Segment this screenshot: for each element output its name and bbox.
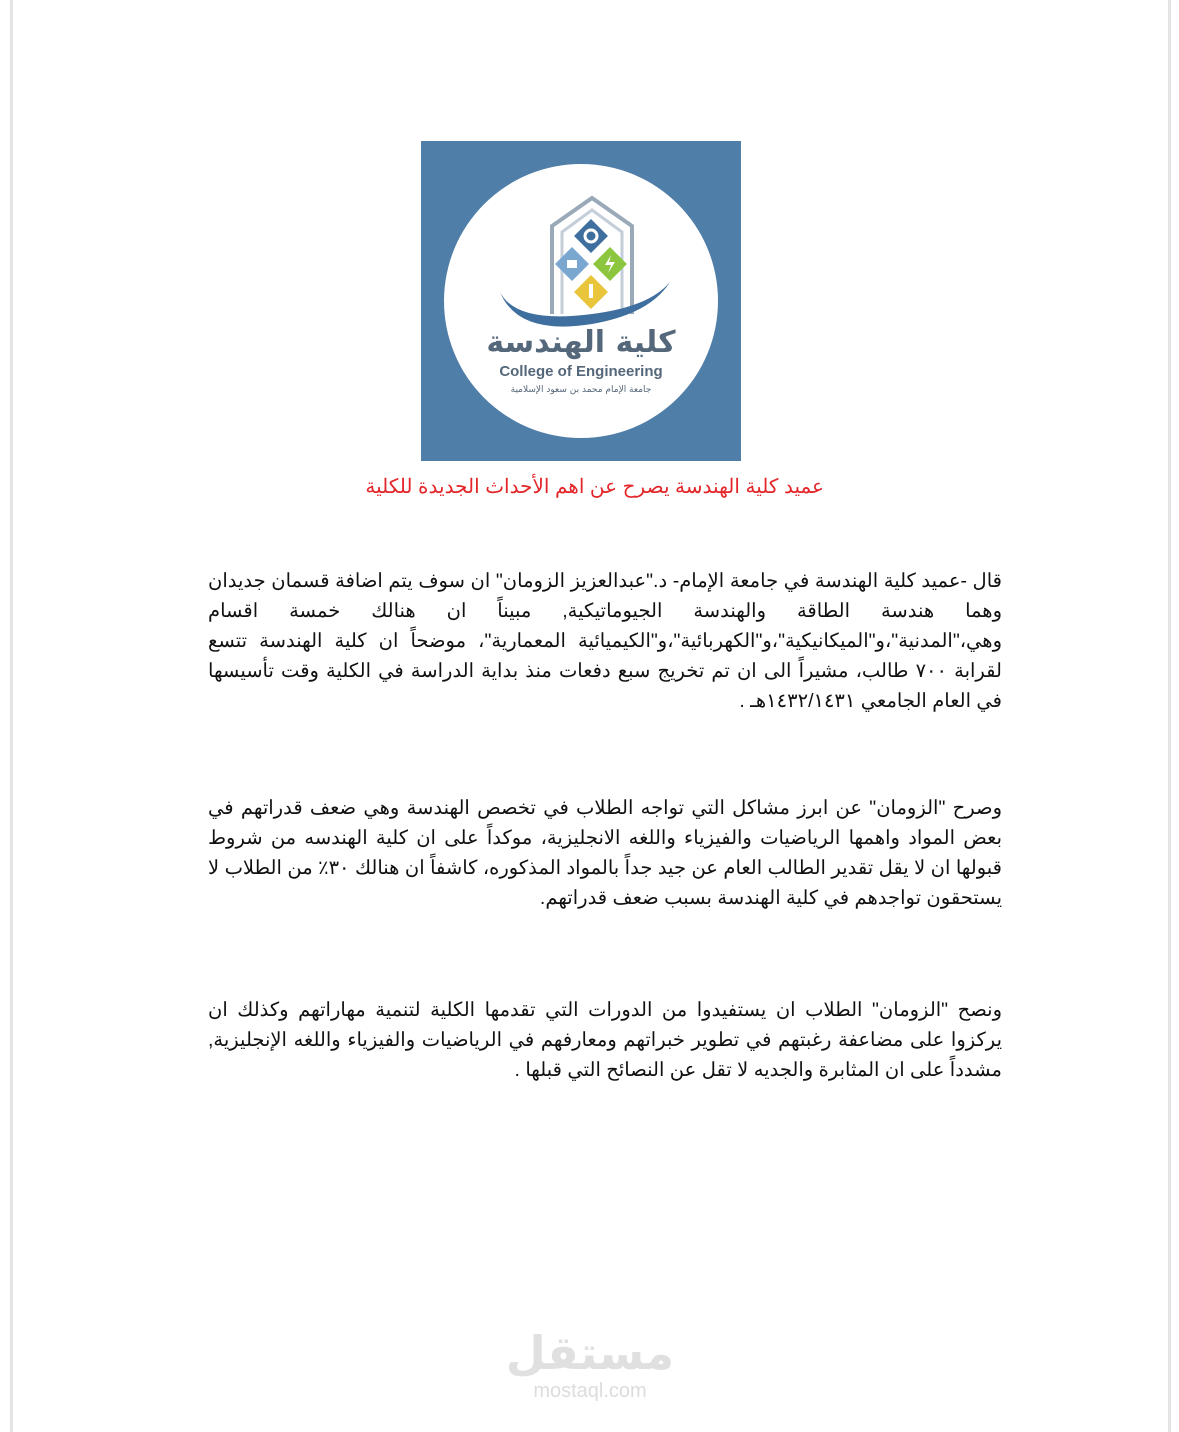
paragraph-3: ونصح "الزومان" الطلاب ان يستفيدوا من الدورات التي تقدمها الكلية لتنمية مهاراتهم وكذلك ان يركزوا على مضاعفة رغبتهم في تطوير خبراتهم ومعارفهم في الرياضيات والفيزياء واللغه الإنجليزية, مشدداً على ان المثابرة والجديه لا تقل عن النصائح التي قبلها . bbox=[208, 999, 1002, 1081]
watermark-latin: mostaql.com bbox=[533, 1380, 647, 1402]
page-border-right bbox=[1168, 0, 1171, 1432]
gear-tile-icon bbox=[574, 219, 608, 253]
watermark-arabic: مستقل bbox=[505, 1326, 675, 1380]
logo-emblem bbox=[444, 164, 718, 438]
college-logo bbox=[421, 141, 741, 461]
tower-icon bbox=[589, 284, 593, 298]
page-border-left bbox=[10, 0, 13, 1432]
article-headline: عميد كلية الهندسة يصرح عن اهم الأحداث الجديدة للكلية bbox=[365, 476, 824, 498]
paragraph-2: وصرح "الزومان" عن ابرز مشاكل التي تواجه الطلاب في تخصص الهندسة وهي ضعف قدراتهم في بعض المواد واهمها الرياضيات والفيزياء واللغه الانجليزية، موكداً على ان كلية الهندسه من شروط قبولها ان لا يقل تقدير الطالب العام عن جيد جداً بالمواد المذكوره، كاشفاً ان هنالك ٣٠٪ من الطلاب لا يستحقون تواجدهم في كلية الهندسة بسبب ضعف قدراتهم. bbox=[208, 797, 1002, 909]
logo-circle bbox=[444, 164, 718, 438]
logo-university-name: جامعة الإمام محمد بن سعود الإسلامية bbox=[510, 385, 652, 395]
logo-english-name: College of Engineering bbox=[499, 363, 663, 380]
lamp-icon bbox=[567, 260, 577, 268]
paragraph-1: قال -عميد كلية الهندسة في جامعة الإمام- د."عبدالعزيز الزومان" ان سوف يتم اضافة قسمان جديدان وهما هندسة الطاقة والهندسة الجيوماتيكية, مبيناً ان هنالك خمسة اقسام وهي،"المدنية"،و"الميكانيكية"،و"الكهربائية"،و"الكيميائية المعمارية"، موضحاً ان كلية الهندسة تتسع لقرابة ٧٠٠ طالب، مشيراً الى ان تم تخريج سبع دفعات منذ بداية الدراسة في الكلية وقت تأسيسها في العام الجامعي ١٤٣٢/١٤٣١هـ . bbox=[208, 570, 1002, 712]
logo-arabic-name: كلية الهندسة bbox=[486, 325, 676, 360]
